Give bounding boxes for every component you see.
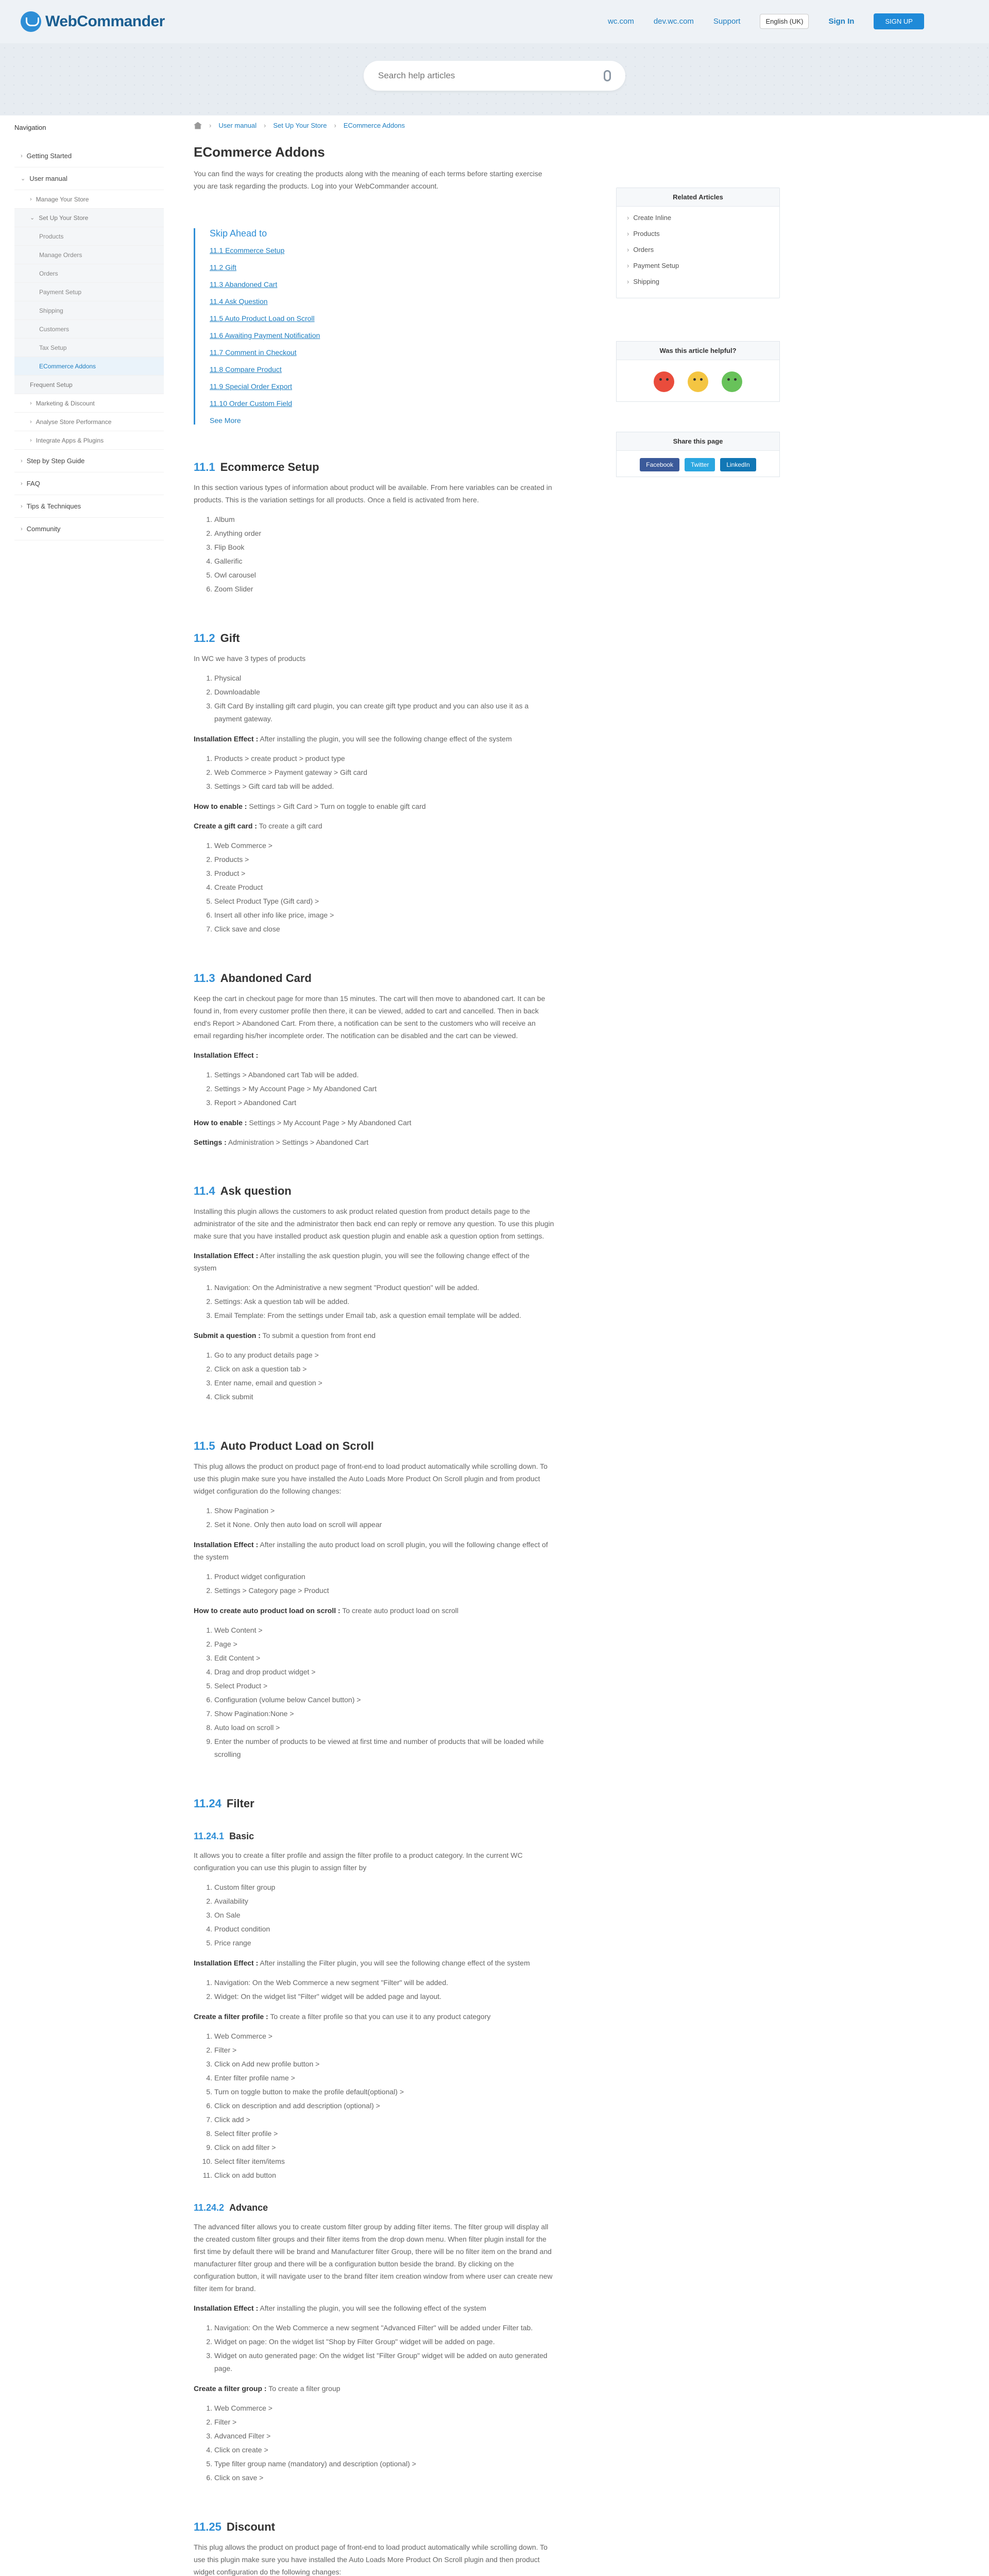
article-content — [194, 144, 554, 2576]
list-item: 6. Click on description and add description (optional) > — [214, 2099, 554, 2112]
share-title: Share this page — [617, 432, 779, 451]
list-item: 3. On Sale — [214, 1909, 554, 1922]
list-item: 2. Set it None. Only then auto load on scroll will appear — [214, 1518, 554, 1531]
breadcrumb-separator: › — [334, 122, 336, 129]
search-hero — [0, 43, 989, 115]
search-bar — [364, 61, 625, 91]
sidebar-item-customers[interactable]: Customers — [14, 320, 164, 338]
list-item: 3. Settings > Gift card tab will be added. — [214, 780, 554, 793]
chevron-down-icon: ⌄ — [30, 215, 35, 221]
section-text: This plug allows the product on product page of front-end to load product automatically while scrolling down. To use this plugin make sure you have installed the Auto Loads More Product On Scroll plugin and then product widget configuration do the following changes: — [194, 2543, 548, 2576]
section-text: This plug allows the product on product page of front-end to load product automatically while scrolling down. To use this plugin make sure you have installed the Auto Loads More Product On Scroll plugin and from product widget configuration do the following changes: — [194, 1462, 548, 1495]
search-input[interactable] — [378, 71, 604, 81]
toc-link[interactable]: 11.1 Ecommerce Setup — [210, 246, 285, 255]
create-list — [194, 2402, 554, 2484]
toc-link[interactable]: 11.4 Ask Question — [210, 297, 268, 306]
related-title: Related Articles — [617, 188, 779, 207]
sidebar-item-set-up-store[interactable]: ⌄ Set Up Your Store — [14, 209, 164, 227]
list-item: 4. Drag and drop product widget > — [214, 1666, 554, 1679]
sidebar-item-manage-orders[interactable]: Manage Orders — [14, 246, 164, 264]
section-title: 11.24 Filter — [194, 1797, 254, 1810]
section-gift — [194, 632, 554, 936]
create-list — [194, 839, 554, 936]
nav-link-dev[interactable]: dev.wc.com — [653, 17, 694, 26]
section-list — [194, 1504, 554, 1531]
happy-face-icon[interactable] — [722, 371, 742, 392]
chevron-right-icon: › — [21, 503, 23, 510]
list-item: 1. Navigation: On the Administrative a new segment "Product question" will be added. — [214, 1281, 554, 1294]
list-item: 2. Availability — [214, 1895, 554, 1908]
related-articles — [616, 188, 780, 298]
sidebar-item-community[interactable]: › Community — [14, 518, 164, 540]
list-item: 5. Type filter group name (mandatory) and description (optional) > — [214, 2458, 554, 2470]
share-twitter-button[interactable]: Twitter — [685, 458, 715, 471]
sidebar-item-user-manual[interactable]: ⌄ User manual — [14, 167, 164, 190]
installation-effect: Installation Effect : After installing the plugin, you will see the following effect of the system — [194, 2304, 486, 2312]
site-logo[interactable] — [21, 10, 165, 33]
list-item: 3. Report > Abandoned Cart — [214, 1096, 554, 1109]
list-item: 4. Click submit — [214, 1391, 554, 1403]
section-abandoned-card — [194, 972, 554, 1148]
top-nav — [608, 13, 924, 29]
list-item: 2. Downloadable — [214, 686, 554, 699]
effect-list — [194, 1069, 554, 1109]
section-text: In WC we have 3 types of products — [194, 654, 306, 663]
home-icon[interactable] — [194, 122, 202, 129]
sad-face-icon[interactable] — [654, 371, 674, 392]
list-item: 3. Enter name, email and question > — [214, 1377, 554, 1389]
page-title: ECommerce Addons — [194, 144, 325, 160]
sidebar-item-frequent-setup[interactable]: Frequent Setup — [14, 376, 164, 394]
sidebar-item-products[interactable]: Products — [14, 227, 164, 246]
toc-link[interactable]: 11.8 Compare Product — [210, 365, 282, 374]
effect-list — [194, 1281, 554, 1322]
effect-list — [194, 752, 554, 793]
chevron-right-icon: › — [21, 152, 23, 159]
chevron-right-icon: › — [21, 526, 23, 532]
list-item: 4. Gallerific — [214, 555, 554, 568]
list-item: 1. Go to any product details page > — [214, 1349, 554, 1362]
sidebar-title: Navigation — [14, 124, 46, 131]
toc-link[interactable]: 11.5 Auto Product Load on Scroll — [210, 314, 315, 323]
installation-effect: Installation Effect : After installing the ask question plugin, you will see the following change effect of the system — [194, 1251, 530, 1272]
sidebar-item-shipping[interactable]: Shipping — [14, 301, 164, 320]
sidebar-item-getting-started[interactable]: › Getting Started — [14, 145, 164, 167]
list-item: 9. Enter the number of products to be viewed at first time and number of products that will be loaded while scrolling — [214, 1735, 554, 1761]
share-facebook-button[interactable]: Facebook — [640, 458, 679, 471]
list-item: 1. Web Commerce > — [214, 2030, 554, 2043]
microphone-icon[interactable] — [604, 70, 611, 81]
section-title: 11.3 Abandoned Card — [194, 972, 312, 985]
list-item: 7. Show Pagination:None > — [214, 1707, 554, 1720]
installation-effect: Installation Effect : After installing the auto product load on scroll plugin, you will the following change effect of the system — [194, 1540, 548, 1561]
list-item: 6. Click on save > — [214, 2471, 554, 2484]
section-ask-question — [194, 1184, 554, 1403]
list-item: 3. Click on Add new profile button > — [214, 2058, 554, 2071]
section-text: Keep the cart in checkout page for more than 15 minutes. The cart will then move to abandoned cart. It can be found in, from every customer profile then there, it can be viewed, added to cart and cancelled. Then in back end's Report > Abandoned Cart. From there, a notification can be sent to the customers who will receive an email regarding his/her incomplete order. The notification can be disabled and the cart can be viewed. — [194, 994, 545, 1040]
breadcrumb-current: ECommerce Addons — [343, 122, 405, 129]
section-list — [194, 672, 554, 725]
chevron-right-icon: › — [30, 196, 32, 202]
sidebar-item-integrate[interactable]: › Integrate Apps & Plugins — [14, 431, 164, 450]
nav-link-support[interactable]: Support — [713, 17, 741, 26]
list-item: 1. Web Commerce > — [214, 2402, 554, 2415]
create-filter-group: Create a filter group : To create a filter group — [194, 2384, 340, 2393]
section-text: Installing this plugin allows the customers to ask product related question from product details page to the administrator of the site and the administrator then back end can reply or remove any question. To use this plugin make sure that you have installed product ask question plugin and enable ask a question option from settings. — [194, 1207, 554, 1240]
list-item: 2. Web Commerce > Payment gateway > Gift card — [214, 766, 554, 779]
list-item: 3. Email Template: From the settings under Email tab, ask a question email template will be added. — [214, 1309, 554, 1322]
list-item: 3. Widget on auto generated page: On the widget list "Filter Group" widget will be added on auto generated page. — [214, 2349, 554, 2375]
effect-list — [194, 1570, 554, 1597]
top-header — [0, 0, 989, 43]
list-item: 1. Web Content > — [214, 1624, 554, 1637]
toc-link[interactable]: 11.9 Special Order Export — [210, 382, 293, 391]
list-item: 3. Product > — [214, 867, 554, 880]
create-list — [194, 1624, 554, 1761]
list-item: 2. Settings > Category page > Product — [214, 1584, 554, 1597]
neutral-face-icon[interactable] — [688, 371, 708, 392]
related-link[interactable]: › Products — [627, 230, 769, 238]
installation-effect: Installation Effect : After installing the plugin, you will see the following change effect of the system — [194, 735, 512, 743]
list-item: 7. Click save and close — [214, 923, 554, 936]
toc-link[interactable]: 11.10 Order Custom Field — [210, 399, 293, 408]
sidebar-item-analyse[interactable]: › Analyse Store Performance — [14, 413, 164, 431]
section-list — [194, 513, 554, 596]
create-list — [194, 2030, 554, 2182]
list-item: 3. Edit Content > — [214, 1652, 554, 1665]
helpful-title: Was this article helpful? — [617, 342, 779, 360]
related-link[interactable]: › Shipping — [627, 278, 769, 285]
chevron-down-icon: ⌄ — [21, 176, 26, 182]
effect-list — [194, 1976, 554, 2003]
list-item: 2. Settings > My Account Page > My Abandoned Cart — [214, 1082, 554, 1095]
sidebar-item-ecommerce-addons[interactable]: ECommerce Addons — [14, 357, 164, 376]
list-item: 2. Widget: On the widget list "Filter" widget will be added page and layout. — [214, 1990, 554, 2003]
table-of-contents — [194, 228, 554, 425]
sidebar-item-manage-store[interactable]: › Manage Your Store — [14, 190, 164, 209]
page-intro: You can find the ways for creating the products along with the meaning of each terms before starting exercise you are task regarding the products. Log into your WebCommander account. — [194, 170, 542, 190]
list-item: 5. Select Product > — [214, 1680, 554, 1692]
toc-link[interactable]: 11.7 Comment in Checkout — [210, 348, 297, 357]
list-item: 1. Settings > Abandoned cart Tab will be added. — [214, 1069, 554, 1081]
list-item: 7. Click add > — [214, 2113, 554, 2126]
list-item: 5. Select Product Type (Gift card) > — [214, 895, 554, 908]
list-item: 1. Album — [214, 513, 554, 526]
section-auto-product-load — [194, 1439, 554, 1761]
logo-icon — [21, 11, 41, 32]
create-gift-card: Create a gift card : To create a gift card — [194, 822, 322, 830]
sidebar-item-marketing[interactable]: › Marketing & Discount — [14, 394, 164, 413]
settings-path: Settings : Administration > Settings > Abandoned Cart — [194, 1138, 369, 1146]
list-item: 2. Products > — [214, 853, 554, 866]
breadcrumb-separator: › — [264, 122, 266, 129]
section-title: 11.1 Ecommerce Setup — [194, 461, 319, 473]
section-title: 11.25 Discount — [194, 2520, 275, 2533]
related-link[interactable]: › Create Inline — [627, 214, 769, 222]
logo-text: WebCommander — [45, 13, 165, 30]
list-item: 5. Price range — [214, 1937, 554, 1950]
toc-see-more-link[interactable]: See More — [210, 416, 241, 425]
list-item: 8. Auto load on scroll > — [214, 1721, 554, 1734]
toc-link[interactable]: 11.2 Gift — [210, 263, 236, 272]
section-filter — [194, 1797, 554, 2484]
sidebar-item-tips[interactable]: › Tips & Techniques — [14, 495, 164, 518]
chevron-right-icon: › — [30, 437, 32, 444]
list-item: 3. Gift Card By installing gift card plugin, you can create gift type product and you can also use it as a payment gateway. — [214, 700, 554, 725]
breadcrumb-user-manual[interactable]: User manual — [218, 122, 257, 129]
list-item: 1. Navigation: On the Web Commerce a new segment "Filter" will be added. — [214, 1976, 554, 1989]
create-filter-profile: Create a filter profile : To create a filter profile so that you can use it to any product category — [194, 2012, 491, 2021]
list-item: 11. Click on add button — [214, 2169, 554, 2182]
list-item: 2. Widget on page: On the widget list "Shop by Filter Group" widget will be added on page. — [214, 2335, 554, 2348]
list-item: 1. Physical — [214, 672, 554, 685]
sidebar-item-tax-setup[interactable]: Tax Setup — [14, 338, 164, 357]
effect-list — [194, 2321, 554, 2375]
chevron-right-icon: › — [30, 418, 32, 425]
share-linkedin-button[interactable]: LinkedIn — [720, 458, 756, 471]
list-item: 1. Show Pagination > — [214, 1504, 554, 1517]
helpful-feedback — [616, 341, 780, 402]
list-item: 2. Settings: Ask a question tab will be added. — [214, 1295, 554, 1308]
sidebar-item-payment-setup[interactable]: Payment Setup — [14, 283, 164, 301]
toc-link[interactable]: 11.6 Awaiting Payment Notification — [210, 331, 320, 340]
section-title: 11.5 Auto Product Load on Scroll — [194, 1439, 374, 1452]
share-page — [616, 432, 780, 477]
how-to-enable: How to enable : Settings > Gift Card > Turn on toggle to enable gift card — [194, 802, 426, 810]
related-link[interactable]: › Orders — [627, 246, 769, 253]
list-item: 2. Page > — [214, 1638, 554, 1651]
submit-question: Submit a question : To submit a question from front end — [194, 1331, 376, 1340]
breadcrumb-separator: › — [209, 122, 212, 129]
list-item: 3. Advanced Filter > — [214, 2430, 554, 2443]
list-item: 1. Web Commerce > — [214, 839, 554, 852]
list-item: 2. Filter > — [214, 2044, 554, 2057]
list-item: 2. Filter > — [214, 2416, 554, 2429]
installation-effect: Installation Effect : After installing the Filter plugin, you will see the following change effect of the system — [194, 1959, 530, 1967]
list-item: 6. Insert all other info like price, image > — [214, 909, 554, 922]
list-item: 9. Click on add filter > — [214, 2141, 554, 2154]
nav-link-wc[interactable]: wc.com — [608, 17, 634, 26]
left-sidebar — [0, 115, 170, 1146]
related-link[interactable]: › Payment Setup — [627, 262, 769, 269]
section-ecommerce-setup — [194, 461, 554, 596]
section-list — [194, 1881, 554, 1950]
list-item: 4. Click on create > — [214, 2444, 554, 2456]
section-text: In this section various types of information about product will be available. From here variables can be created in products. This is the variation settings for all products. Once a field is activated from here. — [194, 483, 552, 504]
how-to-enable: How to enable : Settings > My Account Page > My Abandoned Cart — [194, 1118, 412, 1127]
list-item: 6. Configuration (volume below Cancel button) > — [214, 1693, 554, 1706]
list-item: 1. Custom filter group — [214, 1881, 554, 1894]
sidebar-item-orders[interactable]: Orders — [14, 264, 164, 283]
list-item: 4. Product condition — [214, 1923, 554, 1936]
sign-up-button[interactable]: SIGN UP — [874, 13, 924, 29]
breadcrumb — [194, 122, 405, 129]
section-title: 11.4 Ask question — [194, 1184, 292, 1197]
toc-link[interactable]: 11.3 Abandoned Cart — [210, 280, 278, 289]
section-text: The advanced filter allows you to create custom filter group by adding filter items. The filter group will display all the created custom filter groups and their filter items from the drop down menu. When filter plugin install for the first time by default there will be brand and Manufacturer filter Group, there will be no filter item on the brand and manufacturer filter group and there will be a configuration button beside the brand. By clicking on the configuration button, it will navigate user to the brand filter item creation window from where user can create new filter item for brand. — [194, 2223, 553, 2293]
breadcrumb-set-up-store[interactable]: Set Up Your Store — [273, 122, 327, 129]
sign-in-link[interactable]: Sign In — [828, 17, 855, 26]
language-select[interactable]: English (UK) — [760, 14, 809, 29]
list-item: 2. Anything order — [214, 527, 554, 540]
subsection-title: 11.24.1 Basic — [194, 1831, 254, 1841]
section-text: It allows you to create a filter profile and assign the filter profile to a product category. In the current WC configuration you can use this plugin to assign filter by — [194, 1851, 523, 1872]
chevron-right-icon: › — [21, 457, 23, 464]
how-to-create: How to create auto product load on scroll : To create auto product load on scroll — [194, 1606, 459, 1615]
chevron-right-icon: › — [30, 400, 32, 406]
list-item: 3. Flip Book — [214, 541, 554, 554]
list-item: 4. Create Product — [214, 881, 554, 894]
section-title: 11.2 Gift — [194, 632, 240, 645]
list-item: 1. Product widget configuration — [214, 1570, 554, 1583]
sidebar-item-faq[interactable]: › FAQ — [14, 472, 164, 495]
list-item: 10. Select filter item/items — [214, 2155, 554, 2168]
list-item: 6. Zoom Slider — [214, 583, 554, 596]
list-item: 5. Turn on toggle button to make the profile default(optional) > — [214, 2086, 554, 2098]
section-discount — [194, 2520, 554, 2576]
list-item: 1. Products > create product > product type — [214, 752, 554, 765]
installation-effect: Installation Effect : — [194, 1051, 259, 1059]
list-item: 4. Enter filter profile name > — [214, 2072, 554, 2084]
list-item: 8. Select filter profile > — [214, 2127, 554, 2140]
subsection-title: 11.24.2 Advance — [194, 2202, 268, 2213]
list-item: 1. Navigation: On the Web Commerce a new segment "Advanced Filter" will be added under Filter tab. — [214, 2321, 554, 2334]
chevron-right-icon: › — [21, 480, 23, 487]
sidebar-item-step-guide[interactable]: › Step by Step Guide — [14, 450, 164, 472]
list-item: 2. Click on ask a question tab > — [214, 1363, 554, 1376]
toc-title: Skip Ahead to — [210, 228, 267, 239]
list-item: 5. Owl carousel — [214, 569, 554, 582]
submit-list — [194, 1349, 554, 1403]
